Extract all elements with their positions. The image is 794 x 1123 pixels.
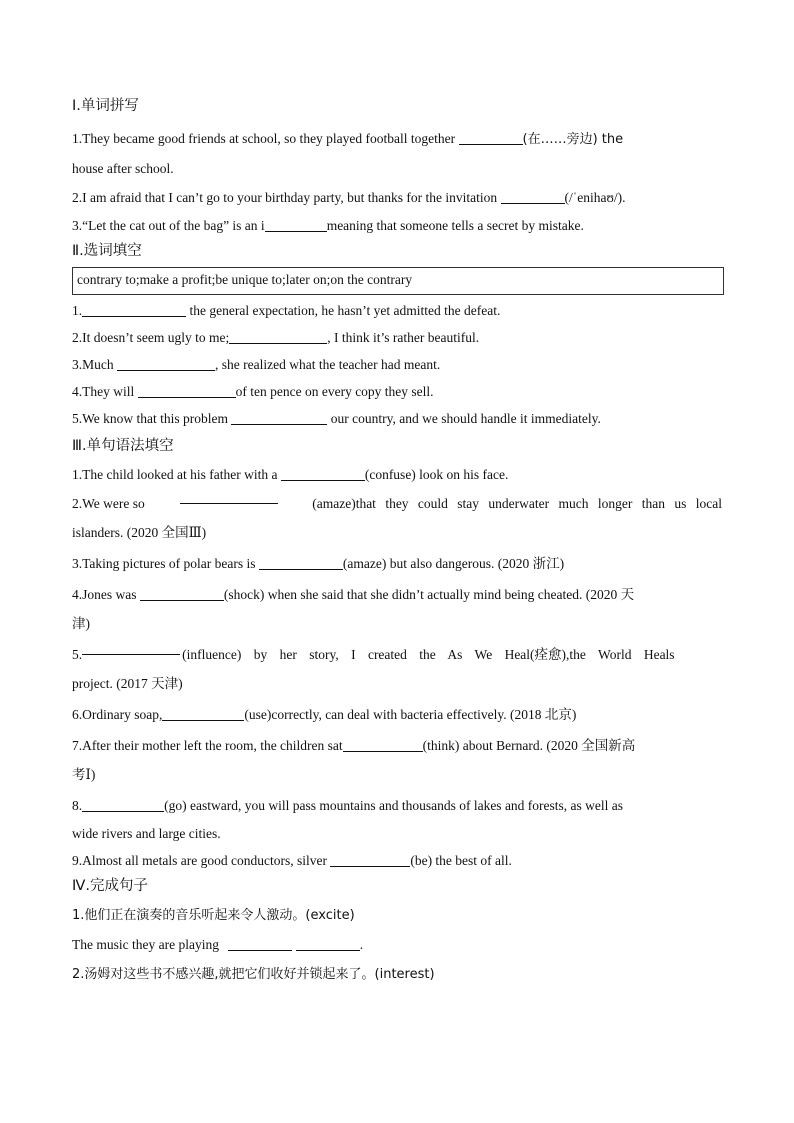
section-2-heading: Ⅱ.选词填空 (72, 243, 142, 259)
word-bank-box: contrary to;make a profit;be unique to;later on;on the contrary (72, 267, 724, 295)
s2-question-3: 3.Much , she realized what the teacher had meant. (72, 357, 441, 372)
s1-question-1: 1.They became good friends at school, so they played football together (在……旁边) the (72, 131, 624, 147)
answer-blank[interactable] (229, 329, 327, 344)
answer-blank[interactable] (296, 936, 360, 951)
answer-blank[interactable] (281, 466, 365, 481)
answer-blank[interactable] (180, 489, 278, 504)
s3-question-2-cont: islanders. (2020 全国Ⅲ) (72, 525, 207, 540)
s3-question-7: 7.After their mother left the room, the children sat (think) about Bernard. (2020 全国新高 (72, 738, 636, 753)
answer-blank[interactable] (138, 383, 236, 398)
answer-blank[interactable] (330, 852, 410, 867)
s3-question-4: 4.Jones was (shock) when she said that she didn’t actually mind being cheated. (2020 天 (72, 587, 635, 602)
s1-question-1-cont: house after school. (72, 161, 174, 176)
s3-question-8-cont: wide rivers and large cities. (72, 826, 221, 841)
answer-blank[interactable] (82, 302, 186, 317)
s3-question-8: 8. (go) eastward, you will pass mountains and thousands of lakes and forests, as well as (72, 798, 624, 813)
s2-question-4: 4.They will of ten pence on every copy they sell. (72, 384, 434, 399)
s3-question-5: 5. (influence) by her story, I created the As We Heal(痊愈),the World Heals (72, 640, 722, 669)
answer-blank[interactable] (231, 410, 327, 425)
s2-question-2: 2.It doesn’t seem ugly to me; , I think it’s rather beautiful. (72, 330, 480, 345)
answer-blank[interactable] (265, 217, 327, 232)
answer-blank[interactable] (82, 640, 180, 655)
s3-question-5-cont: project. (2017 天津) (72, 676, 183, 691)
answer-blank[interactable] (228, 936, 292, 951)
s1-question-3: 3.“Let the cat out of the bag” is an i meaning that someone tells a secret by mistake. (72, 218, 584, 233)
s2-question-1: 1. the general expectation, he hasn’t yet admitted the defeat. (72, 303, 501, 318)
s4-question-1-answer: The music they are playing . (72, 937, 364, 952)
s3-question-1: 1.The child looked at his father with a (confuse) look on his face. (72, 467, 509, 482)
worksheet (72, 94, 722, 989)
answer-blank[interactable] (117, 356, 215, 371)
section-3-heading: Ⅲ.单句语法填空 (72, 438, 174, 454)
answer-blank[interactable] (459, 130, 523, 145)
s3-question-2: 2.We were so (amaze)that they could stay underwater much longer than us local (72, 489, 722, 518)
answer-blank[interactable] (140, 586, 224, 601)
s2-question-5: 5.We know that this problem our country, and we should handle it immediately. (72, 411, 601, 426)
section-4-heading: Ⅳ.完成句子 (72, 878, 148, 894)
answer-blank[interactable] (501, 189, 565, 204)
answer-blank[interactable] (162, 706, 244, 721)
s4-question-1: 1.他们正在演奏的音乐听起来令人激动。(excite) (72, 908, 355, 923)
answer-blank[interactable] (343, 737, 423, 752)
s4-question-2: 2.汤姆对这些书不感兴趣,就把它们收好并锁起来了。(interest) (72, 967, 435, 982)
s3-question-4-cont: 津) (72, 616, 90, 631)
s3-question-3: 3.Taking pictures of polar bears is (amaze) but also dangerous. (2020 浙江) (72, 556, 565, 571)
s3-question-7-cont: 考Ⅰ) (72, 767, 96, 782)
s3-question-6: 6.Ordinary soap, (use)correctly, can deal with bacteria effectively. (2018 北京) (72, 707, 577, 722)
answer-blank[interactable] (259, 555, 343, 570)
answer-blank[interactable] (82, 797, 164, 812)
s3-question-9: 9.Almost all metals are good conductors, silver (be) the best of all. (72, 853, 512, 868)
section-1-heading: Ⅰ.单词拼写 (72, 98, 139, 114)
s1-question-2: 2.I am afraid that I can’t go to your birthday party, but thanks for the invitation (/ˈenihaʊ/). (72, 190, 626, 205)
